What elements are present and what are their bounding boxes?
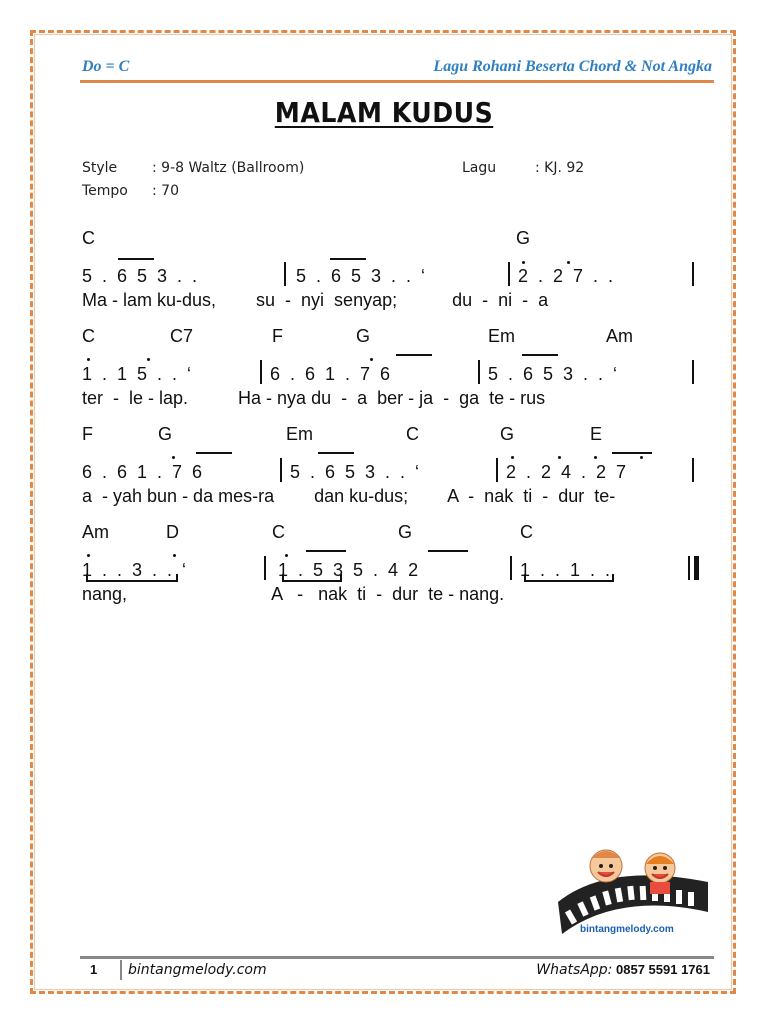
octave-dot <box>172 456 175 459</box>
final-barline-thin <box>688 556 690 580</box>
notes-measure: 1 . . 1 . . <box>520 560 611 580</box>
octave-dot <box>87 358 90 361</box>
octave-dot <box>87 554 90 557</box>
beam <box>428 550 468 552</box>
tempo-label: Tempo <box>82 183 128 199</box>
notes-measure: 2 . 2 7 . . <box>518 266 614 286</box>
barline <box>508 262 510 286</box>
barline <box>284 262 286 286</box>
chord: G <box>516 228 531 248</box>
chord: Em <box>488 326 515 346</box>
chord: Am <box>606 326 633 346</box>
barline <box>496 458 498 482</box>
octave-dot <box>285 554 288 557</box>
chord: D <box>166 522 179 542</box>
beam <box>306 550 346 552</box>
chord: C7 <box>170 326 194 346</box>
notes-measure: 5 . 6 5 3 . . ‘ <box>290 462 420 482</box>
logo-caption: bintangmelody.com <box>580 924 674 935</box>
barline <box>478 360 480 384</box>
chord: G <box>500 424 515 444</box>
chord: G <box>158 424 173 444</box>
beam <box>612 452 652 454</box>
beam <box>196 452 232 454</box>
header-subtitle: Lagu Rohani Beserta Chord & Not Angka <box>433 58 712 75</box>
beam <box>330 258 366 260</box>
notes-measure: 1 . 5 3 5 . 4 2 <box>278 560 419 580</box>
footer-rule <box>80 956 714 959</box>
octave-dot <box>594 456 597 459</box>
beam <box>318 452 354 454</box>
chord: C <box>82 326 95 346</box>
notes-measure: 2 . 2 4 . 2 7 <box>506 462 627 482</box>
footer-divider <box>120 960 122 980</box>
barline <box>510 556 512 580</box>
tie <box>282 574 342 582</box>
lyrics: a - yah bun - da mes-ra dan ku-dus; A - nak ti - dur te- <box>82 486 616 506</box>
beam <box>396 354 432 356</box>
chord: Am <box>82 522 109 542</box>
notes-measure: 5 . 6 5 3 . . ‘ <box>488 364 618 384</box>
tempo-value: : 70 <box>152 183 179 199</box>
notes-measure: 5 . 6 5 3 . . <box>82 266 198 286</box>
notes-measure: 1 . . 3 . . ‘ <box>82 560 187 580</box>
song-title: MALAM KUDUS <box>274 96 494 129</box>
chord: C <box>82 228 95 248</box>
octave-dot <box>522 261 525 264</box>
beam <box>118 258 154 260</box>
key-signature: Do = C <box>82 58 130 75</box>
octave-dot <box>147 358 150 361</box>
lyrics: nang, A - nak ti - dur te - nang. <box>82 584 505 604</box>
chord: F <box>272 326 283 346</box>
lagu-value: : KJ. 92 <box>535 160 585 176</box>
page-number: 1 <box>90 962 98 977</box>
beam <box>522 354 558 356</box>
barline <box>280 458 282 482</box>
footer-website-link[interactable]: bintangmelody.com <box>128 962 267 978</box>
octave-dot <box>511 456 514 459</box>
tie <box>86 574 178 582</box>
barline <box>692 360 694 384</box>
whatsapp-label: WhatsApp: <box>536 962 613 978</box>
chord: Em <box>286 424 313 444</box>
whatsapp-number[interactable]: 0857 5591 1761 <box>616 962 710 977</box>
octave-dot <box>567 261 570 264</box>
octave-dot <box>558 456 561 459</box>
style-label: Style <box>82 160 118 176</box>
chord: C <box>406 424 419 444</box>
notes-measure: 6 . 6 1 . 7 6 <box>270 364 391 384</box>
barline <box>692 458 694 482</box>
lyrics: Ma - lam ku-dus, su - nyi senyap; du - ni - a <box>82 290 549 310</box>
footer-whatsapp <box>536 962 710 978</box>
style-value: : 9-8 Waltz (Ballroom) <box>152 160 305 176</box>
tie <box>524 574 614 582</box>
final-barline-thick <box>694 556 699 580</box>
octave-dot <box>370 358 373 361</box>
notes-measure: 6 . 6 1 . 7 6 <box>82 462 203 482</box>
notes-measure: 5 . 6 5 3 . . ‘ <box>296 266 426 286</box>
chord: G <box>398 522 413 542</box>
octave-dot <box>173 554 176 557</box>
lagu-label: Lagu <box>462 160 497 176</box>
chord: G <box>356 326 371 346</box>
octave-dot <box>640 456 643 459</box>
barline <box>264 556 266 580</box>
notes-measure: 1 . 1 5 . . ‘ <box>82 364 192 384</box>
chord: F <box>82 424 93 444</box>
barline <box>692 262 694 286</box>
chord: C <box>272 522 285 542</box>
chord: C <box>520 522 533 542</box>
chord: E <box>590 424 603 444</box>
header-rule <box>80 80 714 83</box>
lyrics: ter - le - lap. Ha - nya du - a ber - ja - ga te - rus <box>82 388 546 408</box>
barline <box>260 360 262 384</box>
